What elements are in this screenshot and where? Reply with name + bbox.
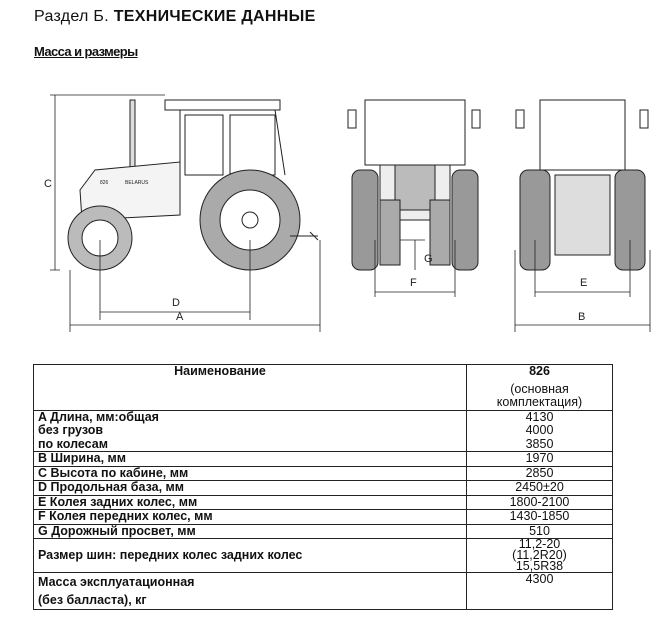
row-name-line: G Дорожный просвет, мм (38, 523, 196, 538)
row-name-line: F Колея передних колес, мм (38, 509, 213, 523)
row-value (467, 466, 613, 481)
row-name (34, 466, 467, 481)
table-header (34, 365, 613, 411)
table-row (34, 539, 613, 573)
row-value-line: 1800-2100 (509, 494, 570, 509)
row-value-line: 4300 (525, 572, 554, 586)
table-row (34, 481, 613, 496)
svg-text:F: F (410, 277, 417, 289)
row-value-line: 4130 (525, 409, 554, 424)
column-header-name: Наименование (34, 365, 467, 411)
row-name-line: E Колея задних колес, мм (38, 494, 198, 509)
table-row (34, 495, 613, 510)
row-name-line: по колесам (38, 436, 108, 451)
table-row (34, 510, 613, 525)
row-value-line: 510 (529, 523, 550, 538)
table-row (34, 410, 613, 452)
row-name (34, 539, 467, 573)
svg-text:A: A (176, 311, 184, 323)
row-value-line: 2850 (525, 465, 554, 480)
row-name-line: Размер шин: передних колес задних колес (38, 547, 303, 562)
page-title: Раздел Б. ТЕХНИЧЕСКИЕ ДАННЫЕ (34, 8, 316, 25)
row-value-line: 15,5R38 (515, 559, 564, 573)
tractor-side-view (68, 100, 318, 270)
row-name (34, 510, 467, 525)
row-name (34, 410, 467, 452)
row-name (34, 495, 467, 510)
table-row (34, 573, 613, 610)
row-value (467, 481, 613, 496)
svg-text:B: B (578, 311, 586, 323)
svg-text:D: D (172, 297, 180, 309)
row-value-line: 2450±20 (515, 480, 564, 494)
row-value-line: 1970 (525, 451, 554, 465)
row-value (467, 539, 613, 573)
row-name (34, 452, 467, 467)
row-value-line: 1430-1850 (509, 509, 570, 523)
tractor-rear-view (516, 100, 648, 270)
row-value-line: 3850 (525, 436, 554, 451)
row-name-line: Масса эксплуатационная (38, 575, 195, 589)
row-name-line: (без балласта), кг (38, 593, 147, 607)
row-name-line: без грузов (38, 423, 104, 437)
row-name-line: D Продольная база, мм (38, 480, 185, 494)
table-row (34, 452, 613, 467)
row-name-line: A Длина, мм:общая (38, 409, 159, 424)
row-name-line: B Ширина, мм (38, 451, 127, 465)
specifications-table (33, 364, 613, 610)
section-subtitle: Масса и размеры (34, 44, 138, 59)
row-value (467, 510, 613, 525)
row-value (467, 452, 613, 467)
column-header-model: 826 (основная комплектация) (467, 365, 613, 411)
svg-text:C: C (44, 178, 52, 190)
row-value-line: 4000 (525, 423, 554, 437)
row-name (34, 573, 467, 610)
svg-text:BELARUS: BELARUS (125, 180, 149, 186)
row-name-line: C Высота по кабине, мм (38, 465, 189, 480)
svg-text:G: G (424, 253, 433, 265)
row-value-line: (11,2R20) (512, 548, 567, 562)
row-value (467, 573, 613, 610)
row-name (34, 481, 467, 496)
tractor-front-view (348, 100, 480, 270)
table-row (34, 466, 613, 481)
row-name (34, 524, 467, 539)
row-value (467, 495, 613, 510)
svg-text:E: E (580, 277, 588, 289)
row-value (467, 410, 613, 452)
svg-text:826: 826 (100, 180, 109, 186)
row-value-line: 11,2-20 (518, 537, 561, 551)
